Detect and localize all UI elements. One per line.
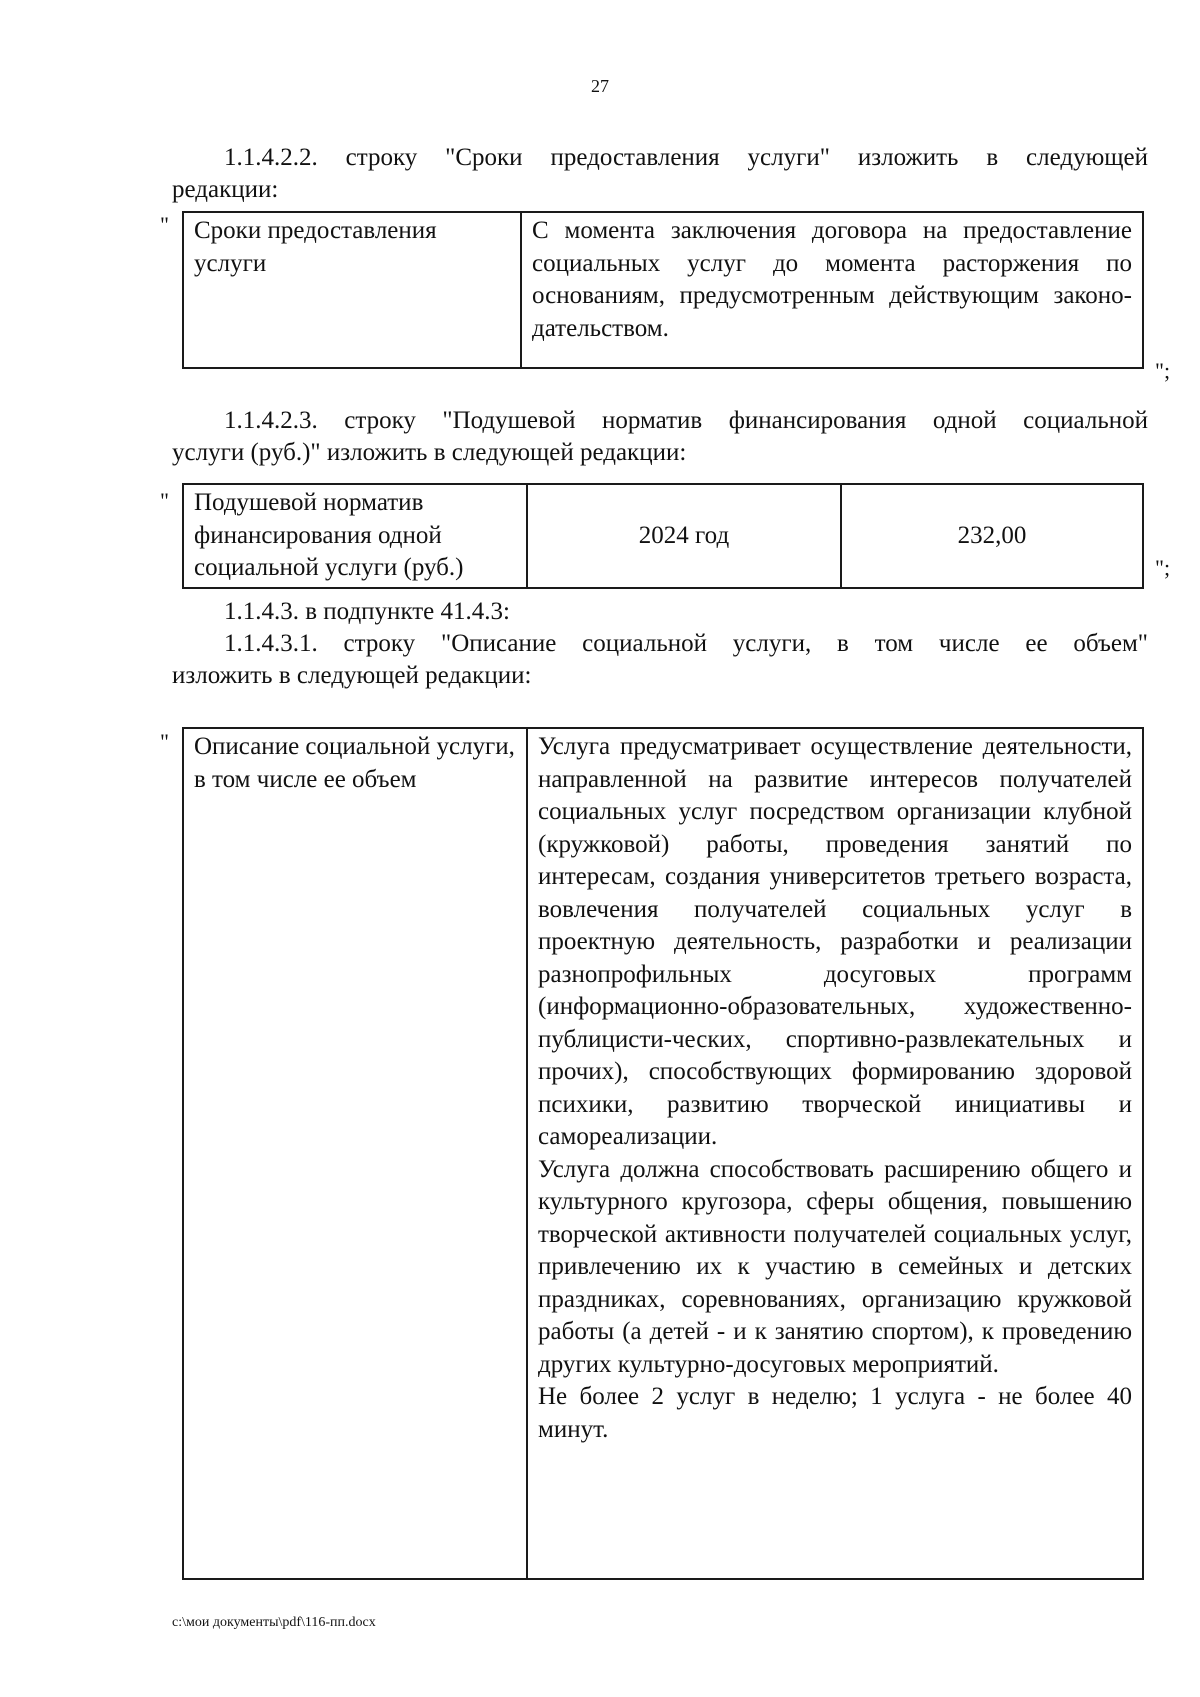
opening-quote-mark: ": [160, 212, 169, 237]
description-paragraph: Не более 2 услуг в неделю; 1 услуга - не более 40 минут.: [538, 1383, 1132, 1443]
page-number: 27: [591, 76, 609, 96]
paragraph-1-1-4-2-2: [172, 142, 1148, 206]
footer-file-path: c:\мои документы\pdf\116-пп.docx: [172, 1615, 376, 1630]
paragraph-continuation: редакции:: [172, 176, 279, 203]
paragraph-text: 1.1.4.2.3. строку "Подушевой норматив финансирования одной социальной: [224, 407, 1148, 434]
closing-quote-mark: ";: [1155, 555, 1171, 580]
paragraph-1-1-4-3-1: [172, 628, 1148, 692]
paragraph-text: 1.1.4.3.1. строку "Описание социальной услуги, в том числе ее объем": [224, 630, 1148, 657]
table-row: [183, 484, 1143, 588]
table-service-description: [182, 727, 1144, 1580]
table-cell-value: С момента заключения договора на предоставление социальных услуг до момента расторжения по основаниям, предусмотренным действующим законо-дательством.: [521, 212, 1143, 368]
table-per-capita-norm: [182, 483, 1144, 589]
opening-quote-mark: ": [160, 488, 169, 513]
table-cell-amount: 232,00: [841, 484, 1143, 588]
table-cell-year: 2024 год: [527, 484, 841, 588]
table-row: [183, 212, 1143, 368]
description-paragraph: Услуга должна способствовать расширению общего и культурного кругозора, сферы общения, повышению творческой активности получателей социальных услуг, привлечению их к участию в семейных и детских праздниках, соревнованиях, организацию кружковой работы (а детей - и к занятию спортом), к проведению других культурно-досуговых мероприятий.: [538, 1155, 1132, 1378]
paragraph-text: 1.1.4.2.2. строку "Сроки предоставления услуги" изложить в следующей: [224, 144, 1148, 171]
closing-quote-mark: ";: [1155, 358, 1171, 383]
table-cell-label: Подушевой норматив финансирования одной социальной услуги (руб.): [183, 484, 527, 588]
paragraph-continuation: изложить в следующей редакции:: [172, 662, 532, 689]
table-row: [183, 728, 1143, 1579]
description-paragraph: Услуга предусматривает осуществление деятельности, направленной на развитие интересов получателей социальных услуг посредством организации клубной (кружковой) работы, проведения занятий по интересам, создания университетов третьего возраста, вовлечения получателей социальных услуг в проектную деятельность, разработки и реализации разнопрофильных досуговых программ (информационно-образовательных, художественно-публицисти-ческих, спортивно-развлекательных и прочих), способствующих формированию здоровой психики, развитию творческой инициативы и самореализации.: [538, 733, 1132, 1150]
paragraph-continuation: услуги (руб.)" изложить в следующей редакции:: [172, 439, 687, 466]
paragraph-1-1-4-3: [172, 596, 1148, 628]
paragraph-1-1-4-2-3: [172, 405, 1148, 469]
table-service-terms: [182, 211, 1144, 369]
table-cell-description: [527, 728, 1143, 1579]
paragraph-text: 1.1.4.3. в подпункте 41.4.3:: [224, 598, 510, 625]
opening-quote-mark: ": [160, 729, 169, 754]
table-cell-label: Описание социальной услуги, в том числе ее объем: [183, 728, 527, 1579]
table-cell-label: Сроки предоставления услуги: [183, 212, 521, 368]
